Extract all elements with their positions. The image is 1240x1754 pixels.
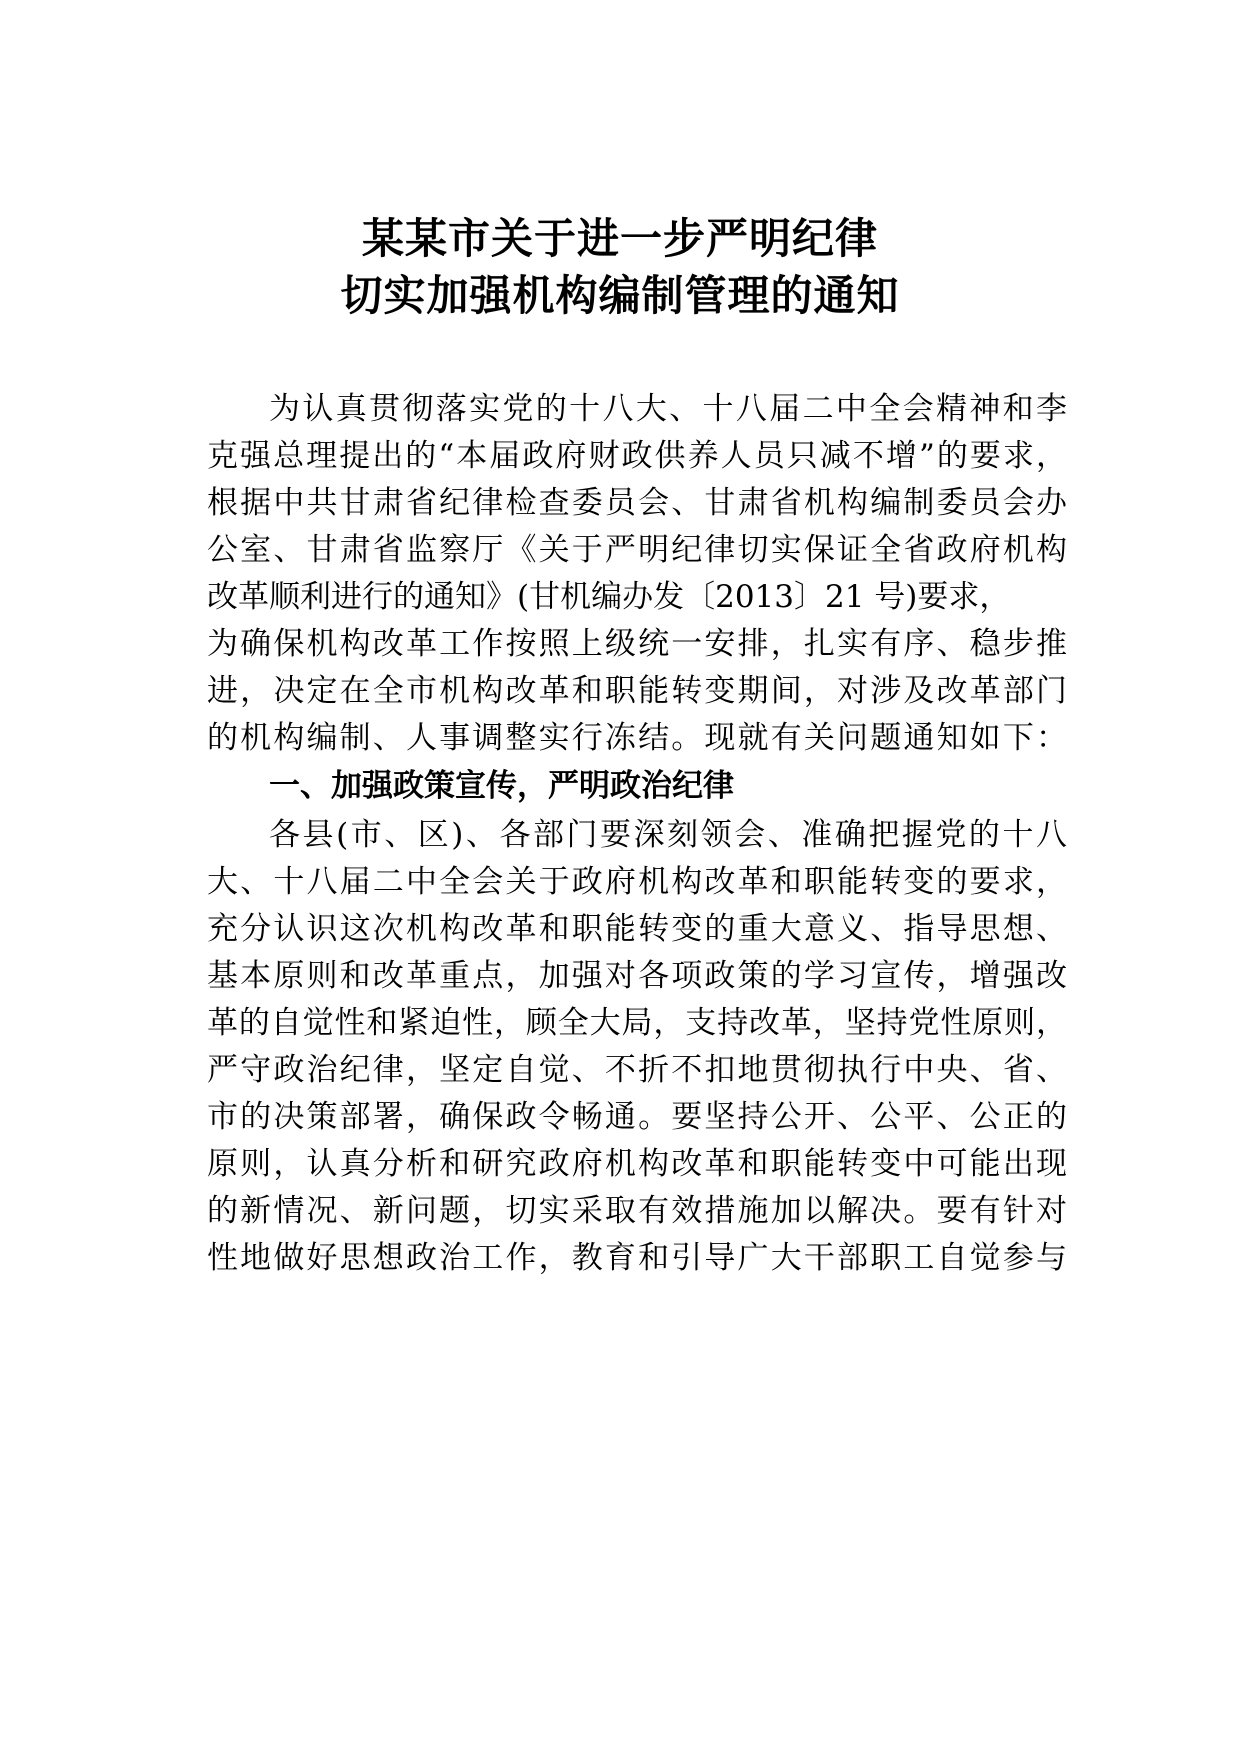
paragraph-line: 的新情况、新问题，切实采取有效措施加以解决。要有针对 xyxy=(207,1193,1067,1229)
paragraph-line: 革的自觉性和紧迫性，顾全大局，支持改革，坚持党性原则， xyxy=(207,1005,1067,1041)
paragraph-line: 为确保机构改革工作按照上级统一安排，扎实有序、稳步推 xyxy=(207,626,1067,662)
paragraph-line: 的机构编制、人事调整实行冻结。现就有关问题通知如下： xyxy=(207,720,1067,756)
title-line-2: 切实加强机构编制管理的通知 xyxy=(340,271,900,320)
section-heading: 一、加强政策宣传，严明政治纪律 xyxy=(269,768,734,804)
paragraph-line: 进，决定在全市机构改革和职能转变期间，对涉及改革部门 xyxy=(207,673,1067,709)
document-body xyxy=(207,386,1067,1282)
paragraph-line: 根据中共甘肃省纪律检查委员会、甘肃省机构编制委员会办 xyxy=(207,485,1067,521)
paragraph-line: 严守政治纪律，坚定自觉、不折不扣地贯彻执行中央、省、 xyxy=(207,1052,1067,1088)
document-title xyxy=(0,210,1240,324)
paragraph-1 xyxy=(207,386,1067,762)
paragraph-line: 大、十八届二中全会关于政府机构改革和职能转变的要求， xyxy=(207,864,1067,900)
paragraph-line: 原则，认真分析和研究政府机构改革和职能转变中可能出现 xyxy=(207,1146,1067,1182)
title-line-1: 某某市关于进一步严明纪律 xyxy=(361,214,878,263)
paragraph-line: 为认真贯彻落实党的十八大、十八届二中全会精神和李 xyxy=(269,391,1067,427)
paragraph-line: 各县(市、区)、各部门要深刻领会、准确把握党的十八 xyxy=(269,817,1067,853)
paragraph-line: 基本原则和改革重点，加强对各项政策的学习宣传，增强改 xyxy=(207,958,1067,994)
paragraph-2 xyxy=(207,812,1067,1282)
paragraph-line: 市的决策部署，确保政令畅通。要坚持公开、公平、公正的 xyxy=(207,1099,1067,1135)
paragraph-line: 公室、甘肃省监察厅《关于严明纪律切实保证全省政府机构 xyxy=(207,532,1067,568)
paragraph-line: 改革顺利进行的通知》(甘机编办发〔2013〕21 号)要求， xyxy=(207,579,1011,615)
paragraph-line: 克强总理提出的“本届政府财政供养人员只减不增”的要求， xyxy=(207,438,1067,474)
paragraph-line: 性地做好思想政治工作，教育和引导广大干部职工自觉参与 xyxy=(207,1240,1067,1276)
paragraph-line: 充分认识这次机构改革和职能转变的重大意义、指导思想、 xyxy=(207,911,1067,947)
